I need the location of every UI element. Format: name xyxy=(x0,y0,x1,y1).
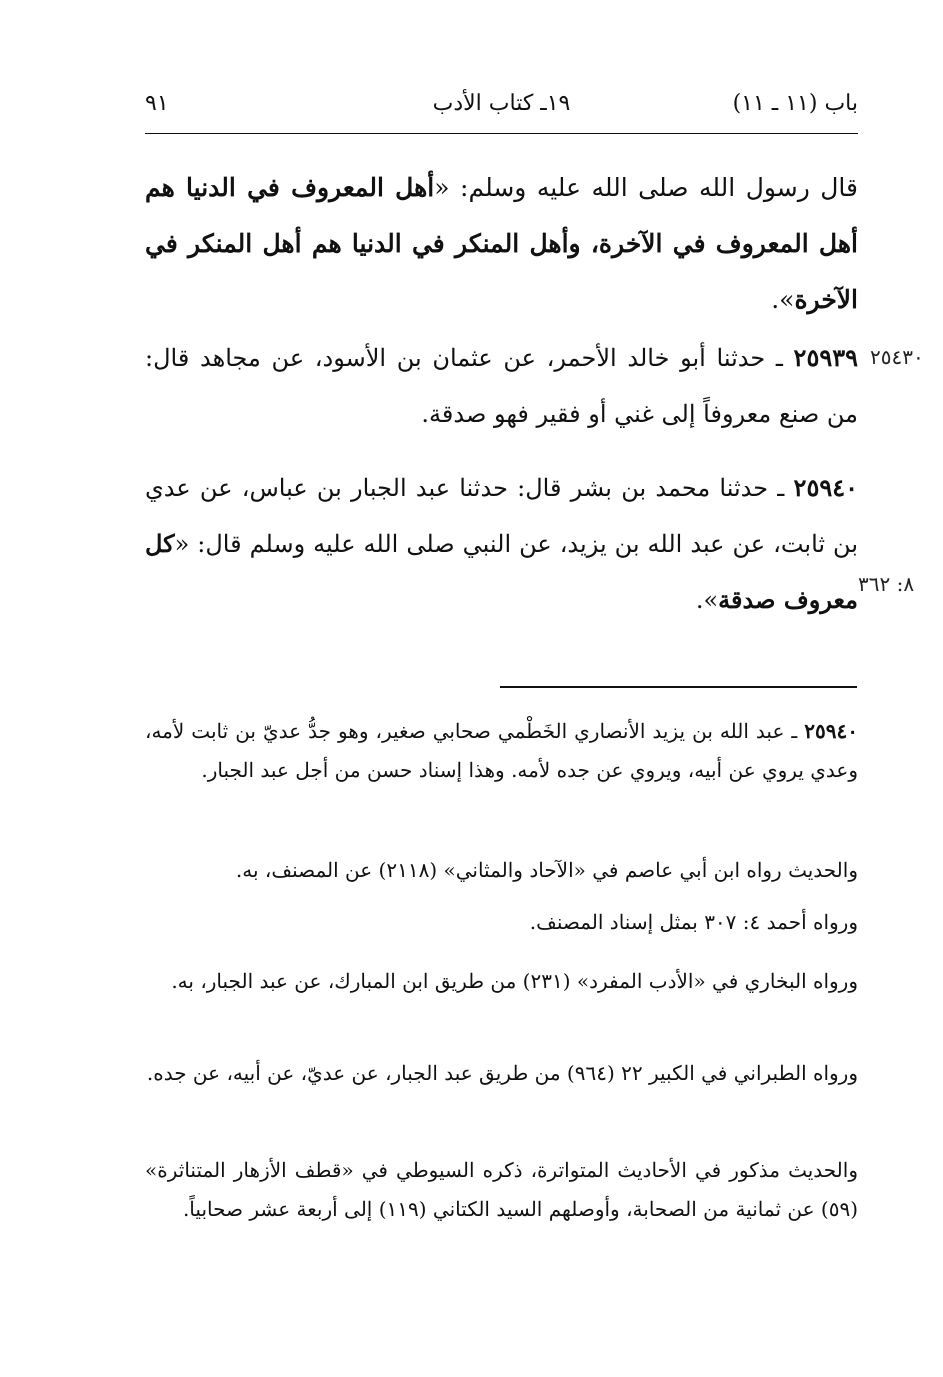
footnote-number: ٢٥٩٤٠ xyxy=(804,719,858,743)
hadith-number-25939: ٢٥٩٣٩ xyxy=(793,343,858,372)
footnote-divider xyxy=(500,686,857,688)
p1-end: ». xyxy=(771,285,795,314)
header-divider xyxy=(145,133,858,134)
p2-text: ـ حدثنا أبو خالد الأحمر، عن عثمان بن الأسود، عن مجاهد قال: من صنع معروفاً إلى غني أو فقير فهو صدقة. xyxy=(145,344,858,428)
page-number: ٩١ xyxy=(145,91,169,116)
header-section-title: باب (١١ ـ ١١) xyxy=(732,91,858,116)
paragraph-hadith-25940 xyxy=(145,460,858,628)
footnote-bukhari: ورواه البخاري في «الأدب المفرد» (٢٣١) من طريق ابن المبارك، عن عبد الجبار، به. xyxy=(171,969,858,993)
margin-reference-1: ٢٥٤٣٠ xyxy=(870,345,924,369)
p1-intro: قال رسول الله صلى الله عليه وسلم: « xyxy=(434,173,858,202)
p3-quote: كل معروف صدقة xyxy=(145,529,858,614)
p1-quote: أهل المعروف في الدنيا هم أهل المعروف في الآخرة، وأهل المنكر في الدنيا هم أهل المنكر في الآخرة xyxy=(145,173,858,314)
hadith-number-25940: ٢٥٩٤٠ xyxy=(793,473,858,502)
paragraph-hadith-25939 xyxy=(145,330,858,442)
footnote-ibn-abi-asim: والحديث رواه ابن أبي عاصم في «الآحاد والمثاني» (٢١١٨) عن المصنف، به. xyxy=(235,858,858,882)
header-book-title: ١٩ـ كتاب الأدب xyxy=(432,91,571,116)
footnote-tabarani: ورواه الطبراني في الكبير ٢٢ (٩٦٤) من طريق عبد الجبار، عن عديّ، عن أبيه، عن جده. xyxy=(146,1061,858,1085)
paragraph-hadith-ahl-al-maruf xyxy=(145,160,858,328)
footnote-ahmad: ورواه أحمد ٤: ٣٠٧ بمثل إسناد المصنف. xyxy=(529,910,858,934)
margin-reference-2: ٨: ٣٦٢ xyxy=(858,572,915,596)
p3-text: ـ حدثنا محمد بن بشر قال: حدثنا عبد الجبار بن عباس، عن عدي بن ثابت، عن عبد الله بن يزيد، عن النبي صلى الله عليه وسلم قال: « xyxy=(145,474,858,558)
footnote-25940 xyxy=(145,712,858,790)
footnote-mutawatir: والحديث مذكور في الأحاديث المتواترة، ذكره السيوطي في «قطف الأزهار المتناثرة» (٥٩) عن ثمانية من الصحابة، وأوصلهم السيد الكتاني (١١٩) إلى أربعة عشر صحابياً. xyxy=(145,1158,858,1221)
footnote-1-text: ـ عبد الله بن يزيد الأنصاري الخَطْمي صحابي صغير، وهو جدُّ عديّ بن ثابت لأمه، وعدي يروي عن أبيه، ويروي عن جده لأمه. وهذا إسناد حسن من أجل عبد الجبار. xyxy=(145,719,858,782)
page-header xyxy=(145,85,858,125)
p3-end: ». xyxy=(695,586,719,614)
